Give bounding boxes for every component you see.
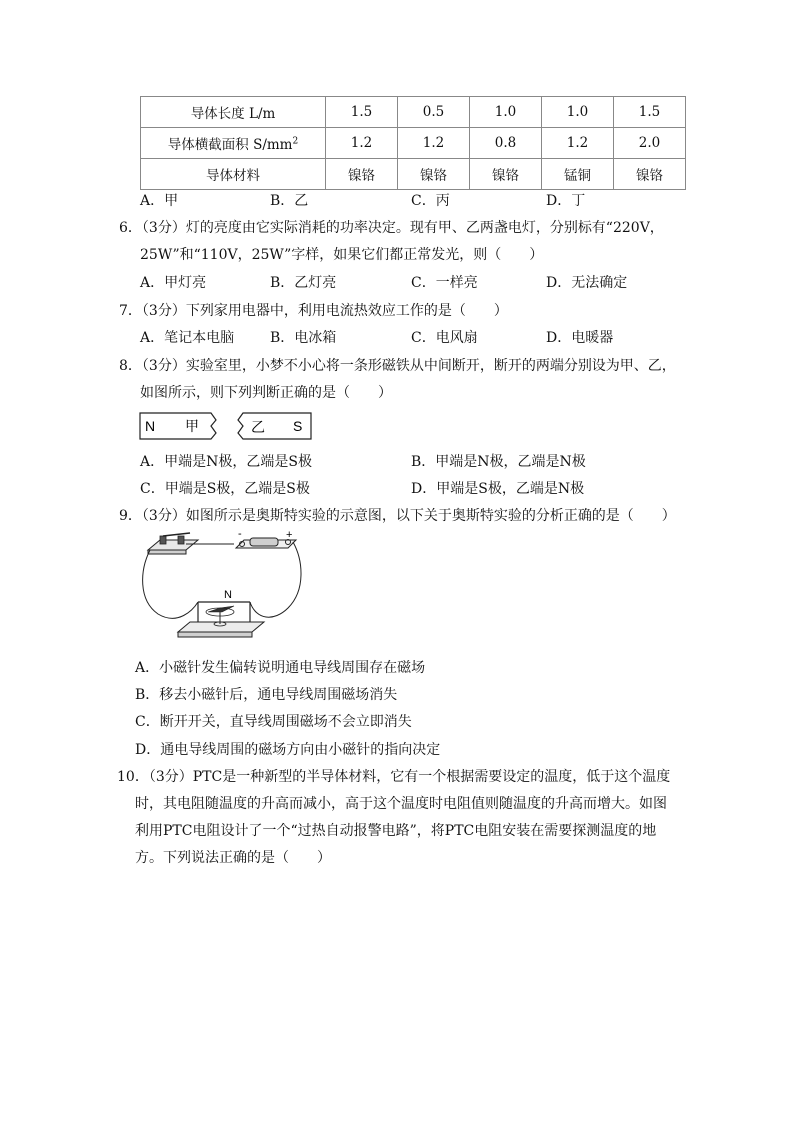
minus-sign: - [238,530,242,540]
table-cell: 导体长度 L/m [141,97,326,128]
table-cell: 1.5 [614,97,686,128]
table-cell: 镍铬 [326,159,398,190]
table-cell: 2.0 [614,128,686,159]
q5-option-a: A．甲 [140,193,179,209]
q6-stem-line1: 6．（3分）灯的亮度由它实际消耗的功率决定。现有甲、乙两盏电灯，分别标有“220V， [119,220,664,236]
table-cell: 1.0 [542,97,614,128]
q8-option-a: A．甲端是N极，乙端是S极 [140,454,312,470]
table-row [141,128,686,159]
q9-option-a: A．小磁针发生偏转说明通电导线周围存在磁场 [135,660,426,676]
superscript: 2 [292,136,299,147]
magnet-left-name: 甲 [185,419,199,435]
q7-option-a: A．笔记本电脑 [140,330,235,346]
q8-stem-line2: 如图所示，则下列判断正确的是（ ） [140,385,392,401]
table-cell: 镍铬 [614,159,686,190]
conductor-table [140,96,686,190]
oersted-experiment-figure [138,530,308,648]
table-cell: 1.2 [398,128,470,159]
q7-stem-line1: 7．（3分）下列家用电器中，利用电流热效应工作的是（ ） [119,303,508,319]
table-cell: 镍铬 [470,159,542,190]
table-cell: 镍铬 [398,159,470,190]
table-cell: 0.5 [398,97,470,128]
table-cell [141,128,326,159]
table-cell: 1.2 [326,128,398,159]
q8-option-b: B．甲端是N极，乙端是N极 [411,454,586,470]
table-cell: 1.2 [542,128,614,159]
q10-stem-line3: 利用PTC电阻设计了一个“过热自动报警电路”，将PTC电阻安装在需要探测温度的地 [135,823,657,839]
q10-stem-line4: 方。下列说法正确的是（ ） [135,850,331,866]
broken-magnet-figure [138,410,314,442]
q7-option-d: D．电暖器 [546,330,614,346]
q6-stem-line2: 25W”和“110V，25W”字样，如果它们都正常发光，则（ ） [140,247,544,263]
q8-stem-line1: 8．（3分）实验室里，小梦不小心将一条形磁铁从中间断开，断开的两端分别设为甲、乙， [119,358,676,374]
table-cell: 1.5 [326,97,398,128]
q9-option-d: D．通电导线周围的磁场方向由小磁针的指向决定 [135,742,441,758]
q7-option-b: B．电冰箱 [270,330,337,346]
magnet-right-name: 乙 [251,420,265,436]
q9-option-c: C．断开开关，直导线周围磁场不会立即消失 [135,714,412,730]
table-cell: 1.0 [470,97,542,128]
q10-stem-line1: 10．（3分）PTC是一种新型的半导体材料，它有一个根据需要设定的温度，低于这个温度 [117,769,671,785]
table-cell: 锰铜 [542,159,614,190]
table-row [141,159,686,190]
table-row [141,97,686,128]
table-cell: 导体材料 [141,159,326,190]
cell-label: 导体横截面积 S/mm [167,137,293,153]
q5-option-b: B．乙 [270,193,309,209]
q8-option-d: D．甲端是S极，乙端是N极 [411,481,585,497]
q10-stem-line2: 时，其电阻随温度的升高而减小，高于这个温度时电阻值则随温度的升高而增大。如图 [135,796,667,812]
q9-option-b: B．移去小磁针后，通电导线周围磁场消失 [135,687,398,703]
magnet-left-pole: N [145,418,156,434]
table-cell: 0.8 [470,128,542,159]
q6-option-a: A．甲灯亮 [140,275,207,291]
q5-option-c: C．丙 [411,193,450,209]
q6-option-b: B．乙灯亮 [270,275,337,291]
q5-option-d: D．丁 [546,193,586,209]
q7-option-c: C．电风扇 [411,330,478,346]
needle-north-label: N [224,589,232,601]
magnet-right-pole: S [293,418,303,434]
q8-option-c: C．甲端是S极，乙端是S极 [140,481,310,497]
plus-sign: + [286,530,293,541]
q6-option-c: C．一样亮 [411,275,478,291]
q9-stem-line1: 9．（3分）如图所示是奥斯特实验的示意图，以下关于奥斯特实验的分析正确的是（ ） [119,508,676,524]
q6-option-d: D．无法确定 [546,275,628,291]
